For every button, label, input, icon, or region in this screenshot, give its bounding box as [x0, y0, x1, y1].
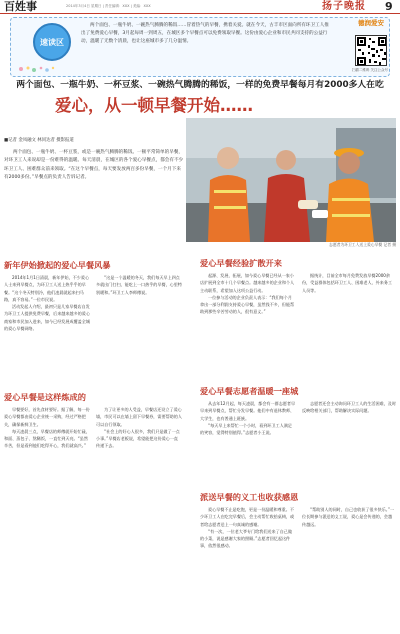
- paragraph: 爱心早餐不止是吃饱，更是一份温暖和尊重。不少环卫工人在吃完早餐后，会主动帮忙收拾桌椅，或者给志愿者送上一句真诚的感谢。: [200, 507, 295, 527]
- qr-title: 德润爱安: [358, 19, 384, 27]
- paragraph: “帮助别人的同时，自己也收获了很多快乐。”一位长期参与派送的义工说，爱心是会传递的，会越传越远。: [302, 507, 395, 527]
- article-headline: 爱心，从一顿早餐开始……: [55, 96, 253, 115]
- section-body: [302, 400, 396, 488]
- paragraph: 从去年12月起，每天凌晨，都会有一群志愿者早早来到早餐点，帮忙分发早餐。他们中有退休教师、大学生，也有普通上班族。: [200, 401, 296, 421]
- section-body: [302, 272, 396, 382]
- paragraph: 每天凌晨三点，早餐店的师傅就开始忙碌，和面、蒸包子、熬稀饭，一直忙到天亮。“虽然辛苦，但是看到他们吃得开心，我们就高兴。”: [4, 428, 90, 449]
- paragraph: 起源、发展、拓展，如今爱心早餐已经从一家小店扩展到全市十几个早餐点。越来越多的企业和个人主动联系，希望加入这项公益行动。: [200, 273, 295, 293]
- decorative-dots-icon: [17, 64, 57, 74]
- paragraph: 志愿者还会主动询问环卫工人的生活困难，及时反映给相关部门，帮助解决实际问题。: [302, 401, 396, 414]
- section-title: 新年伊始掀起的爱心早餐风暴: [4, 260, 111, 270]
- section-body: [96, 406, 182, 630]
- paragraph: 据统计，目前全市每月免费发放早餐2000余份，受益群体包括环卫工人、困难老人、外来务工人员等。: [302, 273, 393, 293]
- article-byline: ■记者 金凤融文 林同达者 摄影报道: [4, 138, 74, 143]
- paragraph: 活动发起人介绍，最初只是几家早餐店自发为环卫工人提供免费早餐，后来越来越多的爱心商家和市民加入进来，如今已经发展成覆盖全城的爱心早餐网络。: [4, 304, 90, 332]
- photo-caption: 志愿者为环卫工人送上爱心早餐 记者 摄: [329, 242, 396, 247]
- paragraph: “有一次，一位老大爷专门给我们送来了自己做的小菜，说是感谢大家的照顾。”志愿者回忆起这件事，依然很感动。: [200, 528, 292, 549]
- paragraph: “每天早上来帮忙一个小时，看到环卫工人满足的笑容，觉得特别值得。”志愿者小王说。: [200, 422, 292, 436]
- article-subhead: 两个面包、一瓶牛奶、一杯豆浆、一碗热气腾腾的稀饭，一样的免费早餐每月有2000多人在吃: [16, 80, 384, 90]
- dateline: 2014年3月4日 星期日 | 责任编辑：XXX | 美编：XXX: [66, 4, 151, 8]
- section-title: 爱心早餐经验扩散开来: [200, 258, 282, 268]
- qr-code-icon: [355, 35, 387, 66]
- guide-box: [10, 17, 390, 77]
- news-photo: [186, 118, 396, 242]
- paragraph: 2014年1月1日清晨，新年伊始，不少爱心人士来到早餐点，为环卫工人送上热乎乎的早餐。“这个冬天特别冷，他们凌晨就起来扫马路，真不容易。”一位市民说。: [4, 275, 90, 302]
- section-body: [302, 506, 396, 630]
- paragraph: 为了让更多的人受益，早餐店还设立了爱心墙，市民可以在墙上留下早餐券，需要帮助的人可以自行领取。: [96, 407, 182, 427]
- section-body: [96, 274, 182, 388]
- section-title: 爱心早餐志愿者温暖一座城: [200, 386, 299, 396]
- section-body: [200, 506, 296, 630]
- newspaper-brand: 扬子晚报: [322, 1, 366, 12]
- guide-text: 两个面包、一瓶牛奶、一碗热气腾腾的稀饭……冒着热气的早餐，携着关爱。就在今天，古丰市区面向所有环卫工人推出了免费爱心早餐，3月起每周一到周五，在城区多个早餐点可以免费领取早餐。这份由爱心企业和市民共同支持的公益行动，温暖了无数个清晨，也让这座城市多了几分温情。: [81, 23, 329, 45]
- section-body: [200, 272, 296, 382]
- section-name: 百姓事: [4, 0, 37, 13]
- masthead: [0, 0, 400, 14]
- section-body: [4, 274, 90, 388]
- section-body: [200, 400, 296, 488]
- paragraph: 早餐要好，首先食材要好。据了解，每一份爱心早餐都由爱心企业统一采购，经过严格把关，确保新鲜卫生。: [4, 407, 90, 427]
- paragraph: “社会上的好心人很多，我们只是做了一点小事。”早餐店老板说，希望能把这份爱心一直传递下去。: [96, 428, 180, 449]
- paragraph: “这是一个温暖的冬天，我们每天早上四点多就出门打扫，能吃上一口热乎的早餐，心里特别暖和。”环卫工人李师傅说。: [96, 275, 182, 295]
- section-title: 派送早餐的义工也收获感恩: [200, 492, 299, 502]
- section-body: [4, 406, 90, 630]
- section-title: 爱心早餐是这样炼成的: [4, 392, 86, 402]
- paragraph: 一位参与活动的企业负责人表示：“我们每个月拿出一部分利润支持爱心早餐，虽然钱不多，但能帮助到那些辛苦劳动的人，很有意义。”: [200, 294, 295, 315]
- qr-caption: 扫描二维码 关注公众号: [351, 68, 389, 72]
- page-number: 9: [385, 0, 393, 13]
- article-lead: 两个面包、一瓶牛奶、一杯豆浆，或是一碗热气腾腾的稀饭。一顿平常简单的早餐，对环卫工人来说却是一份难得的温暖。每天清晨，在城区的各个爱心早餐点，都会有不少环卫工人、困难群众前来领取。“在这个早餐点，每天要发放两百多份早餐，一个月下来有2000多份。”早餐点的负责人告诉记者。: [4, 150, 184, 181]
- guide-badge: 速读区: [33, 23, 71, 61]
